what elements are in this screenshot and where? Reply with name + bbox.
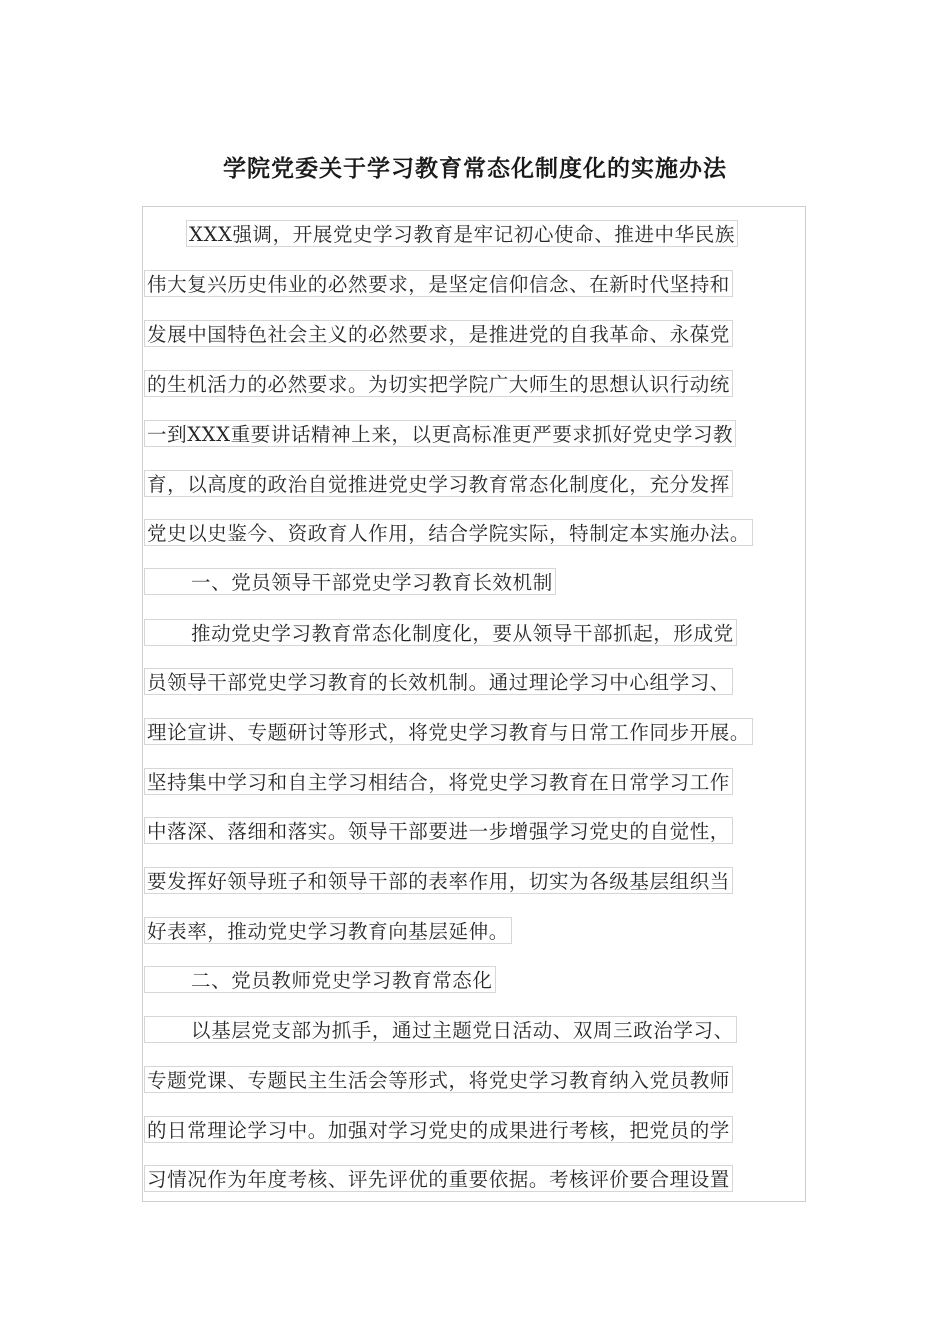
section-heading: 一、党员领导干部党史学习教育长效机制 (144, 568, 556, 595)
text-line: 的生机活力的必然要求。为切实把学院广大师生的思想认识行动统 (144, 370, 733, 397)
section-heading: 二、党员教师党史学习教育常态化 (144, 966, 496, 993)
text-line: 推动党史学习教育常态化制度化，要从领导干部抓起，形成党 (144, 619, 737, 646)
text-line: 以基层党支部为抓手，通过主题党日活动、双周三政治学习、 (144, 1016, 737, 1043)
text-line: 坚持集中学习和自主学习相结合，将党史学习教育在日常学习工作 (144, 768, 733, 795)
text-line: 好表率，推动党史学习教育向基层延伸。 (144, 917, 512, 944)
text-line: 理论宣讲、专题研讨等形式，将党史学习教育与日常工作同步开展。 (144, 718, 753, 745)
text-line: 要发挥好领导班子和领导干部的表率作用，切实为各级基层组织当 (144, 867, 733, 894)
content-frame (142, 206, 806, 1202)
text-line: 习情况作为年度考核、评先评优的重要依据。考核评价要合理设置 (144, 1165, 733, 1192)
text-line: 育，以高度的政治自觉推进党史学习教育常态化制度化，充分发挥 (144, 470, 733, 497)
text-line: 党史以史鉴今、资政育人作用，结合学院实际，特制定本实施办法。 (144, 519, 753, 546)
text-line: 中落深、落细和落实。领导干部要进一步增强学习党史的自觉性， (144, 817, 733, 844)
text-line: 一到XXX重要讲话精神上来，以更高标准更严要求抓好党史学习教 (144, 420, 736, 447)
text-line: 发展中国特色社会主义的必然要求，是推进党的自我革命、永葆党 (144, 320, 733, 347)
text-line: 专题党课、专题民主生活会等形式，将党史学习教育纳入党员教师 (144, 1066, 733, 1093)
text-line: 的日常理论学习中。加强对学习党史的成果进行考核，把党员的学 (144, 1116, 733, 1143)
page-title: 学院党委关于学习教育常态化制度化的实施办法 (223, 155, 727, 182)
text-line: 员领导干部党史学习教育的长效机制。通过理论学习中心组学习、 (144, 668, 733, 695)
text-line: XXX强调，开展党史学习教育是牢记初心使命、推进中华民族 (186, 220, 738, 247)
text-line: 伟大复兴历史伟业的必然要求，是坚定信仰信念、在新时代坚持和 (144, 270, 733, 297)
